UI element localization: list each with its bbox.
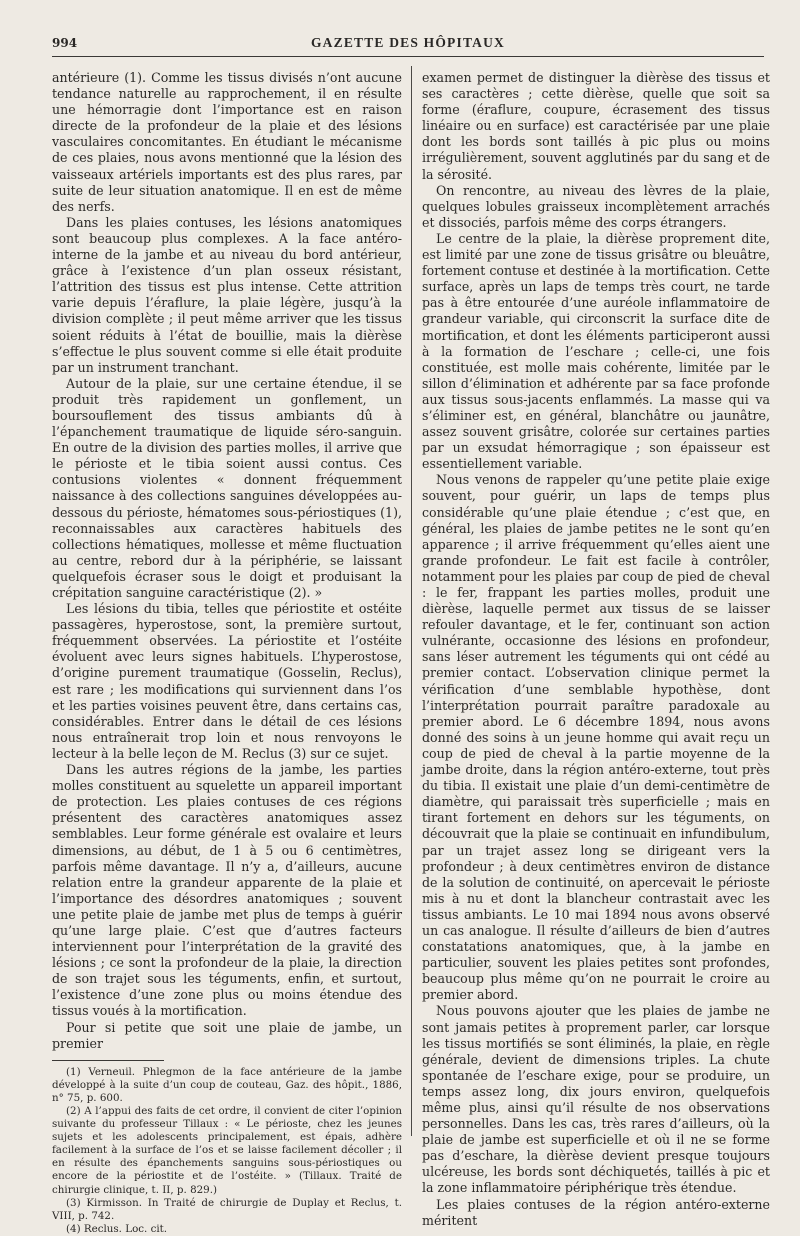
paragraph: Le centre de la plaie, la dièrèse proprement dite, est limité par une zone de tissus grisâtre ou bleuâtre, fortement contuse et destinée à la mortification. Cette surface, après un laps de temps très court, ne tarde pas à être entourée d’une auréole inflammatoire de grandeur variable, qui circonscrit la surface dite de mortification, et dont les éléments participeront aussi à la formation de l’eschare ; celle-ci, une fois constituée, est molle mais cohérente, limitée par le sillon d’élimination et adhérente par sa face profonde aux tissus sous-jacents enflammés. La masse qui va s’éliminer est, en général, blanchâtre ou jaunâtre, assez souvent grisâtre, colorée sur certaines parties par un exsudat hémorragique ; son épaisseur est essentiellement variable. <box>422 230 770 472</box>
page-header <box>52 30 764 57</box>
page-number: 994 <box>52 36 78 50</box>
paragraph: Autour de la plaie, sur une certaine étendue, il se produit très rapidement un gonflement, un boursouflement des tissus ambiants dû à l’épanchement traumatique de liquide séro-sanguin. En outre de la division des parties molles, il arrive que le périoste et le tibia soient aussi contus. Ces contusions violentes « donnent fréquemment naissance à des collections sanguines développées au-dessous du périoste, hématomes sous-périostiques (1), reconnaissables aux caractères habituels des collections hématiques, mollesse et même fluctuation au centre, rebord dur à la périphérie, se laissant quelquefois écraser sous le doigt et produisant la crépitation sanguine caractéristique (2). » <box>52 375 402 600</box>
footnote: (2) A l’appui des faits de cet ordre, il convient de citer l’opinion suivante du professeur Tillaux : « Le périoste, chez les jeunes sujets et les adolescents principalement, est épais, adhère facilement à la surface de l’os et se laisse facilement décoller ; il en résulte des épanchements sanguins sous-périostiques ou encore de la périostite et de l’ostéite. » (Tillaux. Traité de chirurgie clinique, t. II, p. 829.) <box>52 1105 402 1196</box>
paragraph: Dans les plaies contuses, les lésions anatomiques sont beaucoup plus complexes. A la face antéro-interne de la jambe et au niveau du bord antérieur, grâce à l’existence d’un plan osseux résistant, l’attrition des tissus est plus intense. Cette attrition varie depuis l’éraflure, la plaie légère, jusqu’à la division complète ; il peut même arriver que les tissus soient réduits à l’état de bouillie, mais la dièrèse s’effectue le plus souvent comme si elle était produite par un instrument tranchant. <box>52 214 402 375</box>
paragraph: Dans les autres régions de la jambe, les parties molles constituent au squelette un appareil important de protection. Les plaies contuses de ces régions présentent des caractères anatomiques assez semblables. Leur forme générale est ovalaire et leurs dimensions, au début, de 1 à 5 ou 6 centimètres, parfois même davantage. Il n’y a, d’ailleurs, aucune relation entre la grandeur apparente de la plaie et l’importance des désordres anatomiques ; souvent une petite plaie de jambe met plus de temps à guérir qu’une large plaie. C’est que d’autres facteurs interviennent pour l’interprétation de la gravité des lésions ; ce sont la profondeur de la plaie, la direction de son trajet sous les téguments, enfin, et surtout, l’existence d’une zone plus ou moins étendue des tissus voués à la mortification. <box>52 762 402 1019</box>
footnotes <box>52 1066 402 1236</box>
footnote: (4) Reclus. Loc. cit. <box>66 1222 168 1235</box>
paragraph: examen permet de distinguer la dièrèse des tissus et ses caractères ; cette dièrèse, quelle que soit sa forme (éraflure, coupure, écrasement des tissus linéaire ou en surface) est caractérisée par une plaie dont les bords sont taillés à pic plus ou moins irrégulièrement, souvent agglutinés par du sang et de la sérosité. <box>422 70 770 182</box>
column-divider <box>411 66 412 1136</box>
footnote: (1) Verneuil. Phlegmon de la face antérieure de la jambe développé à la suite d’un coup de couteau, Gaz. des hôpit., 1886, n° 75, p. 600. <box>52 1065 402 1104</box>
paragraph: Nous pouvons ajouter que les plaies de jambe ne sont jamais petites à proprement parler, car lorsque les tissus mortifiés se sont éliminés, la plaie, en règle générale, devient de dimensions triples. La chute spontanée de l’eschare exige, pour se produire, un temps assez long, dix jours environ, quelquefois même plus, ainsi qu’il résulte de nos observations personnelles. Dans les cas, très rares d’ailleurs, où la plaie de jambe est superficielle et où il ne se forme pas d’eschare, la dièrèse devient presque toujours ulcéreuse, les bords sont déchiquetés, taillés à pic et la zone inflammatoire périphérique très étendue. <box>422 1003 770 1196</box>
footnote: (3) Kirmisson. In Traité de chirurgie de Duplay et Reclus, t. VIII, p. 742. <box>52 1196 402 1222</box>
paragraph: Les plaies contuses de la région antéro-externe méritent <box>422 1196 770 1228</box>
journal-title: GAZETTE DES HÔPITAUX <box>310 35 506 50</box>
paragraph: On rencontre, au niveau des lèvres de la plaie, quelques lobules graisseux incomplètement arrachés et dissociés, parfois même des corps étrangers. <box>422 182 770 230</box>
paragraph: Nous venons de rappeler qu’une petite plaie exige souvent, pour guérir, un laps de temps plus considérable qu’une plaie étendue ; c’est que, en général, les plaies de jambe petites ne le sont qu’en apparence ; il arrive fréquemment qu’elles aient une grande profondeur. Le fait est facile à contrôler, notamment pour les plaies par coup de pied de cheval : le fer, frappant les parties molles, produit une dièrèse, laquelle permet aux tissus de se laisser refouler davantage, et le fer, continuant son action vulnérante, occasionne des lésions en profondeur, sans léser autrement les téguments qui ont cédé au premier contact. L’observation clinique permet la vérification d’une semblable hypothèse, dont l’interprétation pourrait paraître paradoxale au premier abord. Le 6 décembre 1894, nous avons donné des soins à un jeune homme qui avait reçu un coup de pied de cheval à la partie moyenne de la jambe droite, dans la région antéro-externe, tout près du tibia. Il existait une plaie d’un demi-centimètre de diamètre, qui paraissait très superficielle ; mais en tirant fortement en dehors sur les téguments, on découvrait que la plaie se continuait en infundibulum, par un trajet assez long se dirigeant vers la profondeur ; à deux centimètres environ de distance de la solution de continuité, on apercevait le périoste mis à nu et dont la blancheur contrastait avec les tissus ambiants. Le 10 mai 1894 nous avons observé un cas analogue. Il résulte d’ailleurs de bien d’autres constatations anatomiques, que, à la jambe en particulier, souvent les plaies petites sont profondes, beaucoup plus même qu’on ne pourrait le croire au premier abord. <box>422 472 770 1003</box>
left-column <box>52 70 402 1235</box>
footnote-divider <box>52 1060 164 1061</box>
paragraph: antérieure (1). Comme les tissus divisés n’ont aucune tendance naturelle au rapprochement, il en résulte une hémorragie dont l’importance est en raison directe de la profondeur de la plaie et des lésions vasculaires concomitantes. En étudiant le mécanisme de ces plaies, nous avons mentionné que la lésion des vaisseaux artériels importants est des plus rares, par suite de leur situation anatomique. Il en est de même des nerfs. <box>52 70 402 214</box>
paragraph: Pour si petite que soit une plaie de jambe, un premier <box>52 1019 402 1051</box>
paragraph: Les lésions du tibia, telles que périostite et ostéite passagères, hyperostose, sont, la première surtout, fréquemment observées. La périostite et l’ostéite évoluent avec leurs signes habituels. L’hyperostose, d’origine purement traumatique (Gosselin, Reclus), est rare ; les modifications qui surviennent dans l’os et les parties voisines peuvent être, dans certains cas, considérables. Entrer dans le détail de ces lésions nous entraînerait trop loin et nous renvoyons le lecteur à la belle leçon de M. Reclus (3) sur ce sujet. <box>52 601 402 761</box>
right-column <box>422 70 770 1228</box>
